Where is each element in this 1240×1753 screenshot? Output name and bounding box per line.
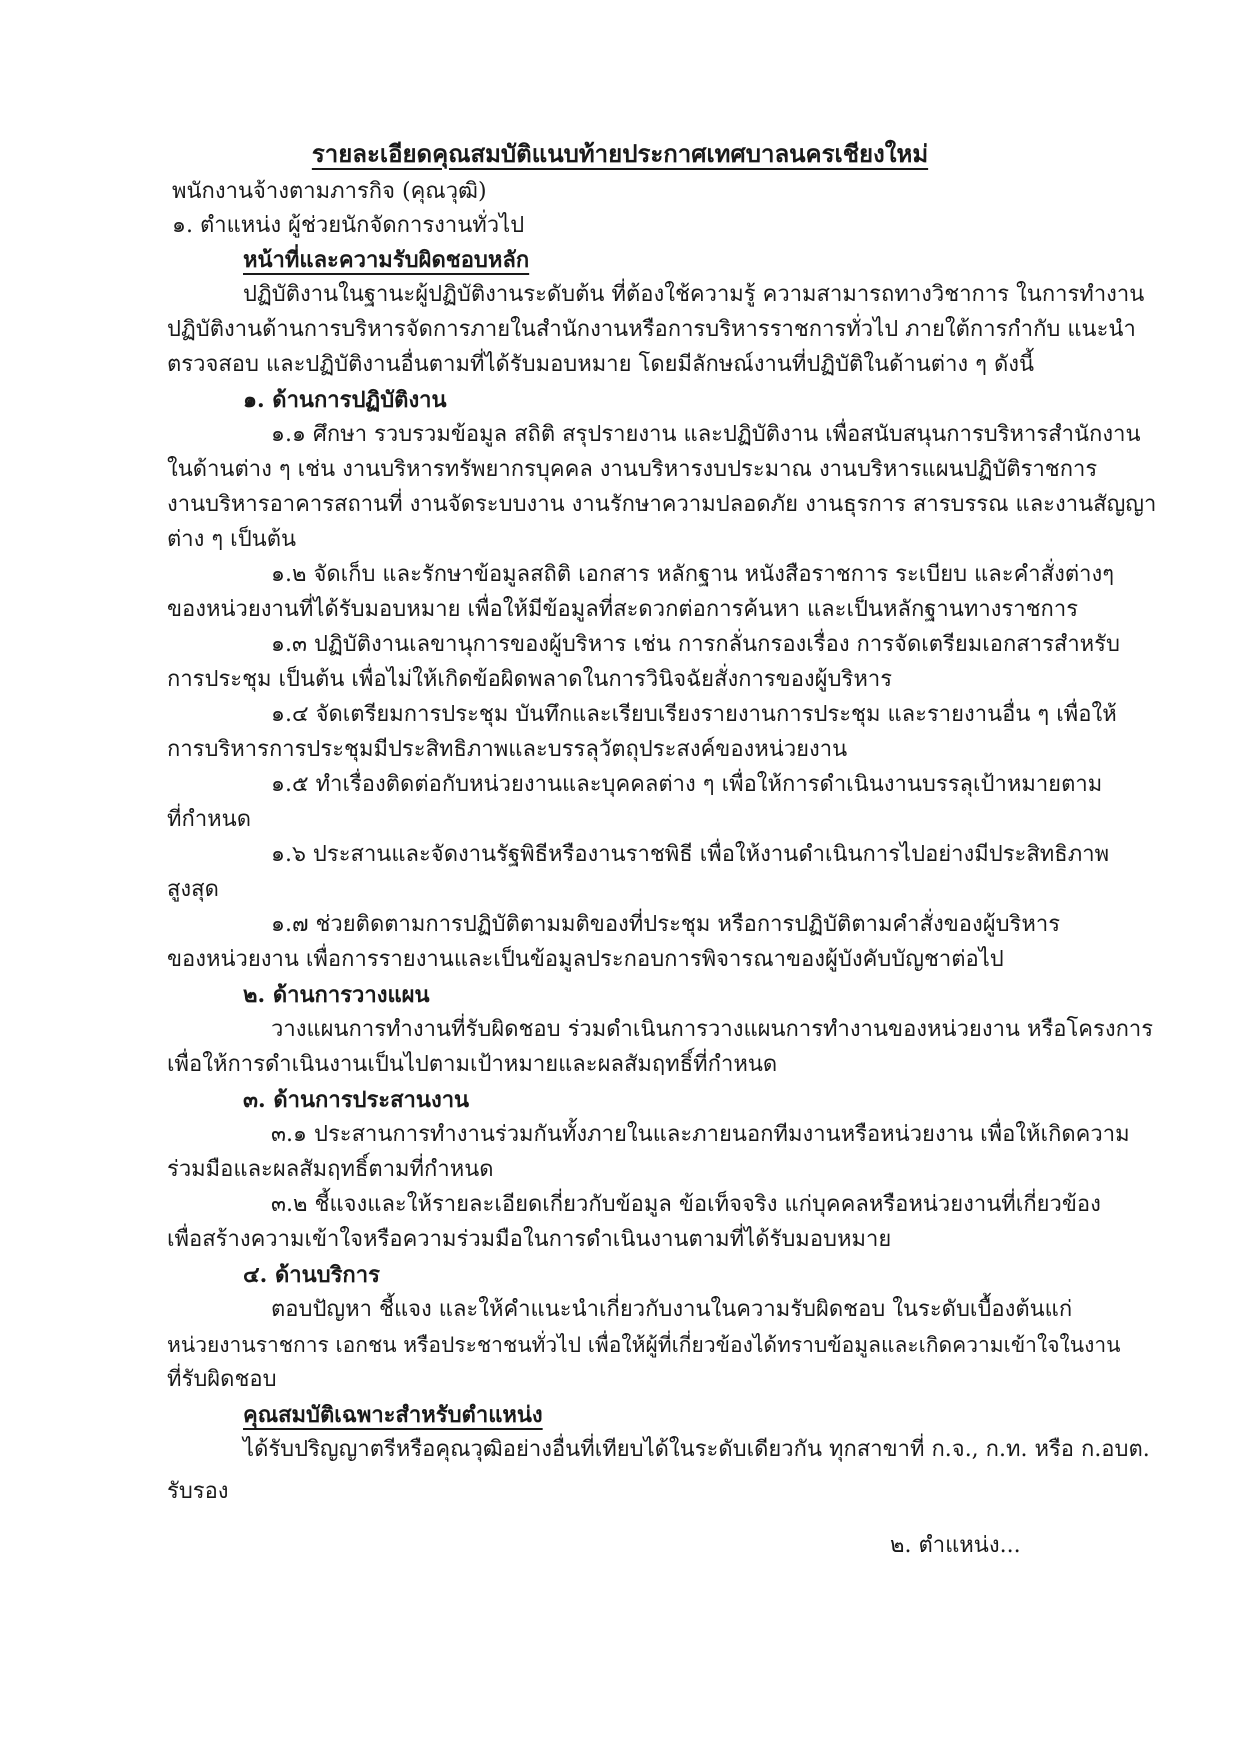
item-1-1-line-3: งานบริหารอาคารสถานที่ งานจัดระบบงาน งานรักษาความปลอดภัย งานธุรการ สารบรรณ และงานสัญญา [167, 492, 1157, 517]
item-1-2-line-1: ๑.๒ จัดเก็บ และรักษาข้อมูลสถิติ เอกสาร หลักฐาน หนังสือราชการ ระเบียบ และคำสั่งต่างๆ [271, 562, 1115, 587]
section-4-line-2: หน่วยงานราชการ เอกชน หรือประชาชนทั่วไป เพื่อให้ผู้ที่เกี่ยวข้องได้ทราบข้อมูลและเกิดความเข้าใจในงาน [167, 1333, 1121, 1357]
position-line: ๑. ตำแหน่ง ผู้ช่วยนักจัดการงานทั่วไป [172, 213, 525, 238]
qualifications-line-2: รับรอง [167, 1479, 229, 1504]
section-4-line-1: ตอบปัญหา ชี้แจง และให้คำแนะนำเกี่ยวกับงานในความรับผิดชอบ ในระดับเบื้องต้นแก่ [271, 1297, 1073, 1322]
item-1-6-line-2: สูงสุด [167, 877, 219, 902]
page-title: รายละเอียดคุณสมบัติแนบท้ายประกาศเทศบาลนครเชียงใหม่ [311, 139, 929, 168]
item-1-7-line-1: ๑.๗ ช่วยติดตามการปฏิบัติตามมติของที่ประชุม หรือการปฏิบัติตามคำสั่งของผู้บริหาร [271, 912, 1061, 937]
item-1-2-line-2: ของหน่วยงานที่ได้รับมอบหมาย เพื่อให้มีข้อมูลที่สะดวกต่อการค้นหา และเป็นหลักฐานทางราชการ [167, 597, 1079, 622]
section-2-heading: ๒. ด้านการวางแผน [243, 982, 430, 1008]
intro-line-3: ตรวจสอบ และปฏิบัติงานอื่นตามที่ได้รับมอบหมาย โดยมีลักษณ์งานที่ปฏิบัติในด้านต่าง ๆ ดังนี้ [167, 352, 1035, 377]
section-4-heading: ๔. ด้านบริการ [243, 1262, 380, 1288]
item-1-4-line-1: ๑.๔ จัดเตรียมการประชุม บันทึกและเรียบเรียงรายงานการประชุม และรายงานอื่น ๆ เพื่อให้ [271, 702, 1117, 727]
item-1-5-line-1: ๑.๕ ทำเรื่องติดต่อกับหน่วยงานและบุคคลต่าง ๆ เพื่อให้การดำเนินงานบรรลุเป้าหมายตาม [271, 772, 1103, 797]
duties-heading: หน้าที่และความรับผิดชอบหลัก [243, 247, 530, 273]
section-3-heading: ๓. ด้านการประสานงาน [243, 1087, 470, 1113]
item-1-4-line-2: การบริหารการประชุมมีประสิทธิภาพและบรรลุวัตถุประสงค์ของหน่วยงาน [167, 737, 848, 762]
item-1-3-line-1: ๑.๓ ปฏิบัติงานเลขานุการของผู้บริหาร เช่น การกลั่นกรองเรื่อง การจัดเตรียมเอกสารสำหรับ [271, 632, 1120, 657]
section-2-line-2: เพื่อให้การดำเนินงานเป็นไปตามเป้าหมายและผลสัมฤทธิ์ที่กำหนด [167, 1052, 778, 1077]
item-1-3-line-2: การประชุม เป็นต้น เพื่อไม่ให้เกิดข้อผิดพลาดในการวินิจฉัยสั่งการของผู้บริหาร [167, 667, 893, 692]
item-1-1-line-1: ๑.๑ ศึกษา รวบรวมข้อมูล สถิติ สรุปรายงาน และปฏิบัติงาน เพื่อสนับสนุนการบริหารสำนักงาน [271, 422, 1141, 447]
employee-type: พนักงานจ้างตามภารกิจ (คุณวุฒิ) [172, 179, 487, 204]
section-2-line-1: วางแผนการทำงานที่รับผิดชอบ ร่วมดำเนินการวางแผนการทำงานของหน่วยงาน หรือโครงการ [271, 1017, 1154, 1042]
item-1-1-line-2: ในด้านต่าง ๆ เช่น งานบริหารทรัพยากรบุคคล งานบริหารงบประมาณ งานบริหารแผนปฏิบัติราชการ [167, 457, 1098, 482]
intro-line-2: ปฏิบัติงานด้านการบริหารจัดการภายในสำนักงานหรือการบริหารราชการทั่วไป ภายใต้การกำกับ แนะนำ [167, 317, 1136, 342]
item-1-5-line-2: ที่กำหนด [167, 807, 252, 832]
section-1-heading: ๑. ด้านการปฏิบัติงาน [243, 387, 447, 413]
item-1-6-line-1: ๑.๖ ประสานและจัดงานรัฐพิธีหรืองานราชพิธี เพื่อให้งานดำเนินการไปอย่างมีประสิทธิภาพ [271, 842, 1110, 867]
item-3-1-line-2: ร่วมมือและผลสัมฤทธิ์ตามที่กำหนด [167, 1157, 494, 1182]
continued-footer: ๒. ตำแหน่ง... [890, 1533, 1021, 1558]
item-1-7-line-2: ของหน่วยงาน เพื่อการรายงานและเป็นข้อมูลประกอบการพิจารณาของผู้บังคับบัญชาต่อไป [167, 947, 1004, 972]
qualifications-line-1: ได้รับปริญญาตรีหรือคุณวุฒิอย่างอื่นที่เทียบได้ในระดับเดียวกัน ทุกสาขาที่ ก.จ., ก.ท. หรือ ก.อบต. [243, 1437, 1150, 1462]
qualifications-heading: คุณสมบัติเฉพาะสำหรับตำแหน่ง [243, 1402, 543, 1428]
item-1-1-line-4: ต่าง ๆ เป็นต้น [167, 527, 297, 552]
intro-line-1: ปฏิบัติงานในฐานะผู้ปฏิบัติงานระดับต้น ที่ต้องใช้ความรู้ ความสามารถทางวิชาการ ในการทำงาน [243, 282, 1145, 307]
item-3-1-line-1: ๓.๑ ประสานการทำงานร่วมกันทั้งภายในและภายนอกทีมงานหรือหน่วยงาน เพื่อให้เกิดความ [271, 1122, 1130, 1147]
section-4-line-3: ที่รับผิดชอบ [167, 1367, 277, 1392]
item-3-2-line-2: เพื่อสร้างความเข้าใจหรือความร่วมมือในการดำเนินงานตามที่ได้รับมอบหมาย [167, 1227, 892, 1252]
item-3-2-line-1: ๓.๒ ชี้แจงและให้รายละเอียดเกี่ยวกับข้อมูล ข้อเท็จจริง แก่บุคคลหรือหน่วยงานที่เกี่ยวข้อง [271, 1192, 1101, 1217]
